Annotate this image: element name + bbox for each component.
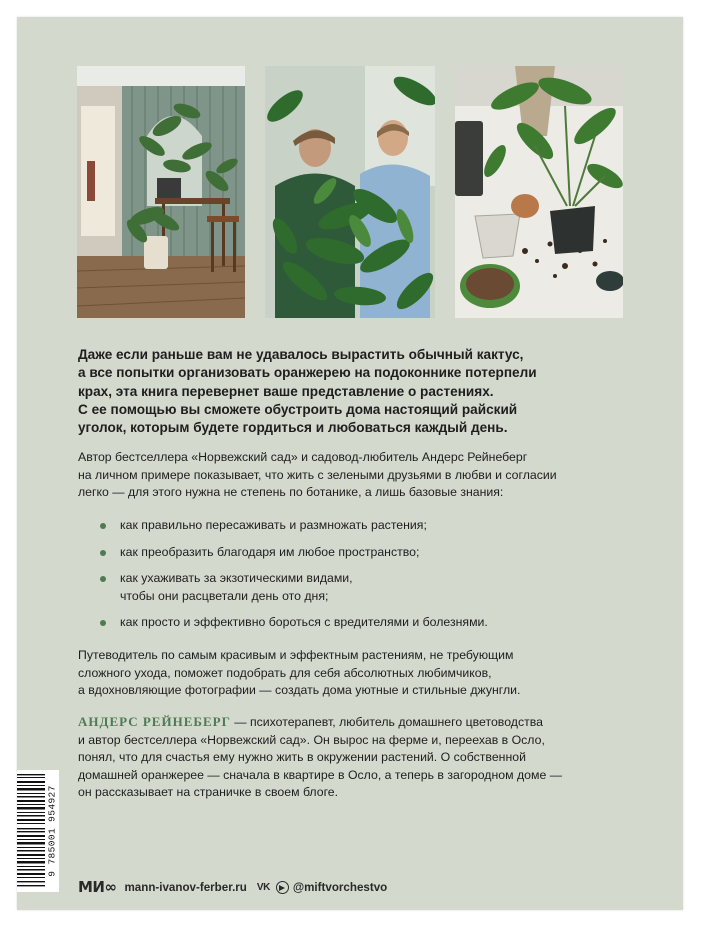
- list-item-text: как правильно пересаживать и размножать растения;: [120, 518, 427, 532]
- intro-line: Автор бестселлера «Норвежский сад» и садовод-любитель Андерс Рейнеберг: [78, 450, 528, 464]
- publisher-footer: [78, 878, 387, 896]
- publisher-website[interactable]: mann-ivanov-ferber.ru: [124, 880, 247, 894]
- list-item: [100, 544, 620, 562]
- guide-line: Путеводитель по самым красивым и эффектным растениям, не требующим: [78, 648, 514, 662]
- list-item: [100, 614, 620, 632]
- guide-line: сложного ухода, поможет подобрать для себя абсолютных любимчиков,: [78, 665, 492, 680]
- list-item-text: как преобразить благодаря им любое пространство;: [120, 544, 420, 559]
- lead-line: крах, эта книга перевернет ваше представление о растениях.: [78, 383, 494, 399]
- author-bio: [78, 713, 628, 802]
- lead-line: Даже если раньше вам не удавалось вырастить обычный кактус,: [78, 347, 524, 362]
- guide-paragraph: [78, 647, 628, 700]
- bullet-dot-icon: [100, 550, 106, 556]
- bullet-dot-icon: [100, 523, 106, 529]
- lead-line: а все попытки организовать оранжерею на подоконнике потерпели: [78, 365, 537, 381]
- bio-line: домашней оранжерее — сначала в квартире в Осло, а теперь в загородном доме —: [78, 767, 562, 782]
- interior-plants-photo: [77, 66, 245, 318]
- guide-line: а вдохновляющие фотографии — создать дома уютные и стильные джунгли.: [78, 683, 521, 697]
- repotting-photo: [455, 66, 623, 318]
- author-name: АНДЕРС РЕЙНЕБЕРГ: [78, 714, 231, 729]
- social-handle[interactable]: @miftvorchestvo: [292, 880, 388, 894]
- isbn-number: 9 785001 954927: [46, 785, 58, 877]
- telegram-icon[interactable]: [276, 881, 289, 894]
- bio-first-line: [78, 713, 628, 732]
- publisher-logo: МИ∞: [78, 878, 117, 896]
- authors-with-plants-photo: [265, 66, 435, 318]
- isbn-digits: [45, 770, 59, 892]
- bio-line: и автор бестселлера «Норвежский сад». Он вырос на ферме и, переехав в Осло,: [78, 732, 545, 747]
- barcode-bars-icon: [17, 770, 45, 892]
- lead-paragraph: [78, 346, 628, 437]
- lead-line: уголок, которым будете гордиться и любоваться каждый день.: [78, 420, 508, 436]
- intro-line: легко — для этого нужна не степень по ботанике, а лишь базовые знания:: [78, 485, 504, 499]
- bio-line: он рассказывает на страничке в своем блоге.: [78, 785, 339, 799]
- list-item: [100, 517, 620, 535]
- vk-icon[interactable]: VK: [256, 881, 270, 893]
- intro-paragraph: [78, 449, 628, 502]
- topics-list: [100, 517, 620, 632]
- bullet-dot-icon: [100, 620, 106, 626]
- bullet-dot-icon: [100, 576, 106, 582]
- list-item-text: как просто и эффективно бороться с вредителями и болезнями.: [120, 615, 488, 629]
- list-item-text: чтобы они расцветали день ото дня;: [120, 588, 329, 603]
- lead-line: С ее помощью вы сможете обустроить дома настоящий райский: [78, 401, 518, 417]
- list-item: [100, 570, 620, 605]
- list-item-text: как ухаживать за экзотическими видами,: [120, 571, 353, 585]
- bio-line: — психотерапевт, любитель домашнего цветоводства: [230, 715, 543, 729]
- bio-line: понял, что для счастья ему нужно жить в окружении растений. О собственной: [78, 750, 526, 764]
- intro-line: на личном примере показывает, что жить с зелеными друзьями в любви и согласии: [78, 467, 557, 482]
